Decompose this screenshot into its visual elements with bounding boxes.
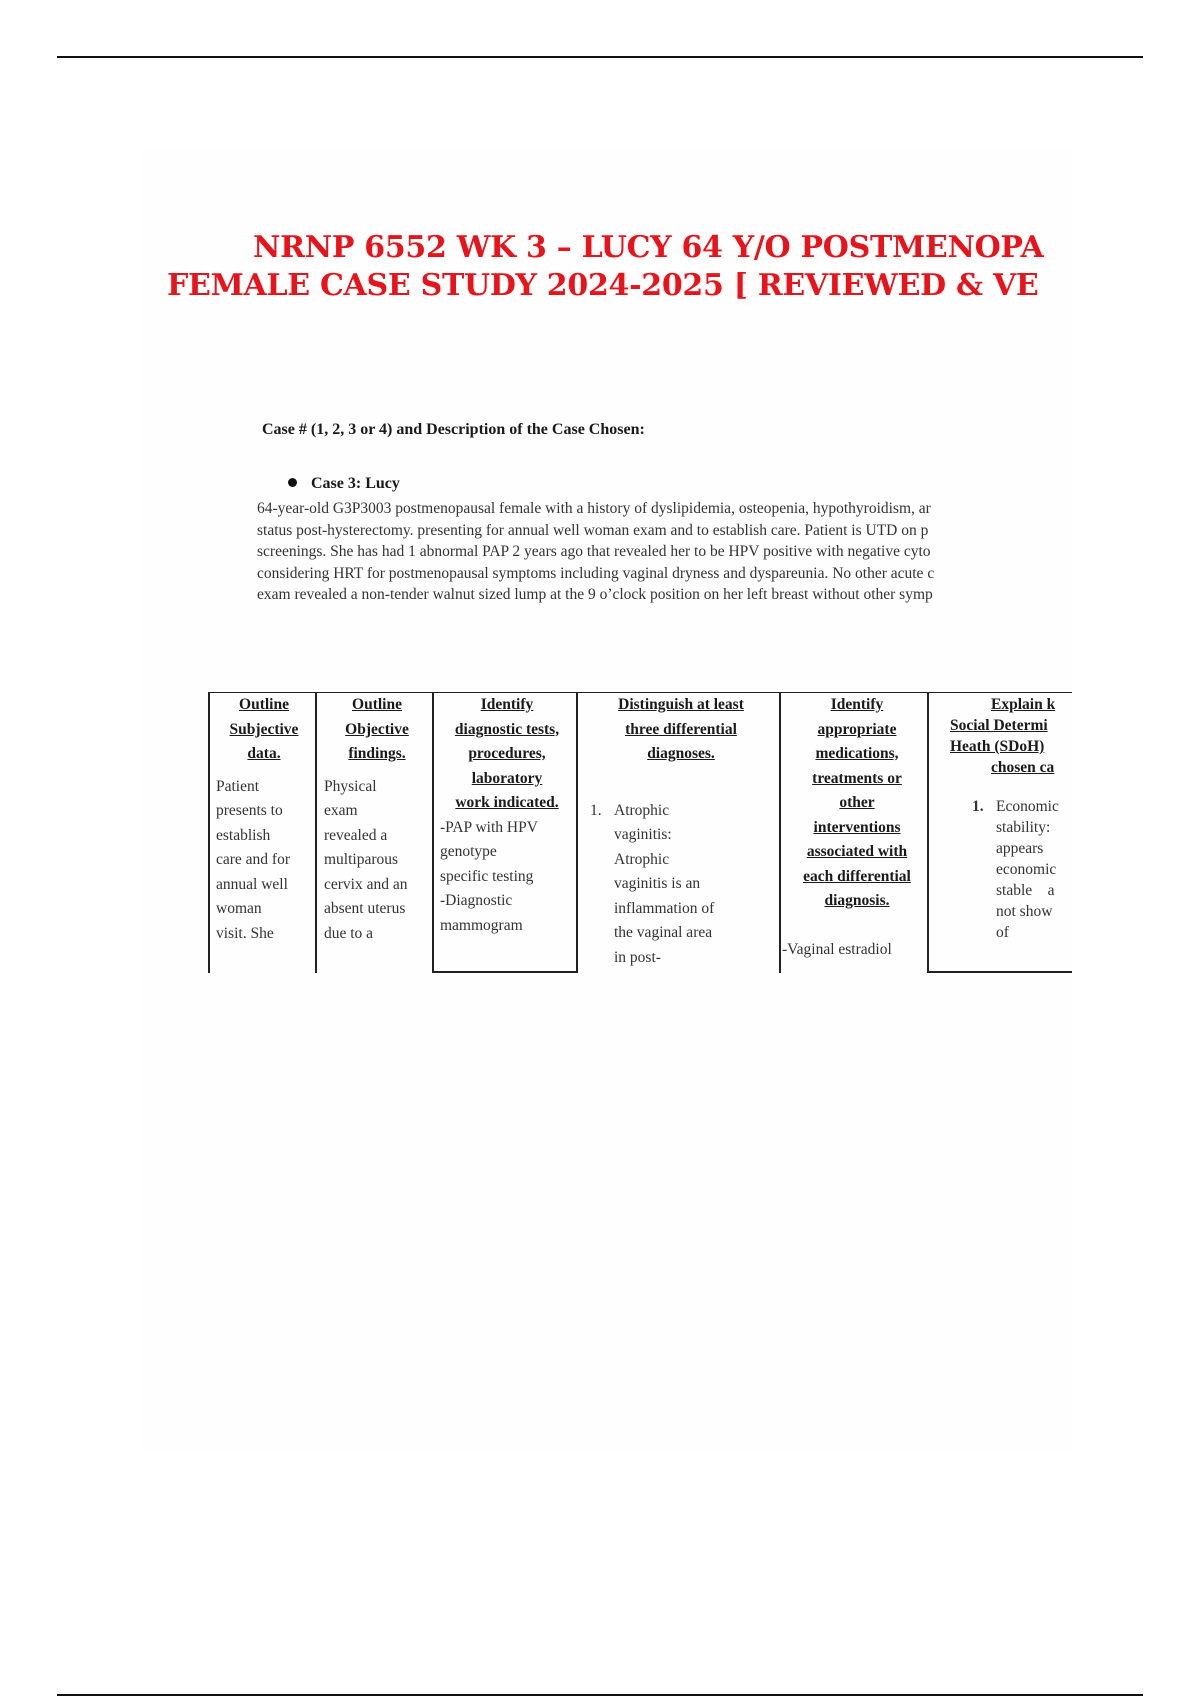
cell-line: not show [996, 903, 1053, 920]
cell-line: vaginitis is an [614, 875, 701, 892]
column-header: treatments or [812, 769, 902, 787]
cell-line: Economic [996, 798, 1059, 815]
table-column-objective [324, 693, 430, 973]
cell-line: Atrophic [614, 850, 670, 868]
cell-line: stable a [996, 882, 1055, 899]
column-header: chosen ca [991, 759, 1055, 776]
column-header: Subjective [229, 720, 299, 738]
cell-line: specific testing [440, 867, 534, 885]
column-header: diagnosis. [824, 892, 890, 909]
table-column-subjective [216, 693, 312, 973]
table-column-sdoh [936, 693, 1072, 973]
column-header: data. [247, 745, 281, 762]
column-header: Identify [830, 696, 884, 713]
column-header: diagnoses. [647, 745, 715, 762]
bullet-icon [288, 478, 297, 487]
cell-line: -Diagnostic [440, 892, 513, 909]
list-number: 1. [972, 798, 984, 815]
bottom-rule [57, 1694, 1143, 1696]
case-description-line: exam revealed a non-tender walnut sized lump at the 9 o’clock position on her left breast without other symp [257, 586, 933, 603]
cell-line: exam [324, 802, 358, 819]
table-column-diagnostic [440, 693, 574, 973]
cell-line: due to a [324, 924, 374, 942]
column-header: Heath (SDoH) [950, 738, 1045, 755]
column-header: Identify [480, 696, 534, 713]
cell-line: economic [996, 861, 1057, 878]
column-header: three differential [625, 720, 737, 738]
table-border [779, 693, 781, 973]
cell-line: mammogram [440, 916, 523, 934]
column-header: Social Determi [950, 717, 1048, 734]
column-header: Outline [352, 696, 402, 713]
cell-line: -PAP with HPV [440, 818, 538, 836]
table-border [208, 693, 210, 973]
table-column-medications [782, 693, 926, 973]
document-title-line-2: FEMALE CASE STUDY 2024-2025 [ REVIEWED & VE [167, 268, 1039, 303]
cell-line: vaginitis: [614, 826, 672, 843]
case-table [208, 692, 1072, 973]
column-header: laboratory [471, 769, 543, 787]
case-description [257, 498, 934, 606]
document-title-line-1: NRNP 6552 WK 3 – LUCY 64 Y/O POSTMENOPA [253, 230, 1044, 265]
cell-line: in post- [614, 948, 661, 966]
cell-line: annual well [216, 875, 288, 893]
document-page [140, 150, 1072, 1450]
table-border [432, 693, 434, 973]
cell-line: Atrophic [614, 801, 670, 819]
column-header: Distinguish at least [618, 696, 744, 713]
case-description-line: 64-year-old G3P3003 postmenopausal female with a history of dyslipidemia, osteopenia, hypothyroidism, ar [257, 500, 931, 517]
column-header: Objective [345, 720, 409, 738]
cell-line: Physical [324, 777, 377, 795]
column-header: Outline [239, 696, 289, 713]
case-description-line: considering HRT for postmenopausal symptoms including vaginal dryness and dyspareunia. No other acute c [257, 564, 935, 582]
column-header: interventions [813, 818, 901, 836]
cell-line: visit. She [216, 924, 274, 942]
case-description-line: status post-hysterectomy. presenting for annual well woman exam and to establish care. Patient is UTD on p [257, 521, 929, 539]
cell-line: appears [996, 840, 1044, 857]
column-header: Explain k [991, 696, 1056, 713]
column-header: procedures, [468, 745, 546, 762]
cell-line: multiparous [324, 851, 399, 868]
column-header: work indicated. [455, 794, 559, 811]
table-border [315, 693, 317, 973]
case-bullet [288, 475, 400, 493]
column-header: each differential [803, 867, 911, 885]
table-column-differential [586, 693, 776, 973]
table-border [927, 693, 929, 973]
cell-line: inflammation of [614, 899, 715, 917]
column-header: associated with [806, 843, 908, 860]
column-header: medications, [815, 745, 899, 762]
cell-line: woman [216, 900, 262, 917]
cell-line: cervix and an [324, 875, 408, 893]
cell-line: of [996, 924, 1009, 941]
cell-line: Patient [216, 777, 260, 795]
cell-line: revealed a [324, 826, 388, 844]
case-heading: Case # (1, 2, 3 or 4) and Description of the Case Chosen: [262, 421, 645, 438]
cell-line: genotype [440, 843, 497, 860]
cell-line: -Vaginal estradiol [782, 940, 892, 958]
cell-line: care and for [216, 851, 291, 868]
cell-line: the vaginal area [614, 924, 713, 941]
case-description-line: screenings. She has had 1 abnormal PAP 2 years ago that revealed her to be HPV positive with negative cyto [257, 543, 931, 560]
table-border [576, 693, 578, 973]
case-bullet-label: Case 3: Lucy [311, 475, 400, 492]
cell-line: establish [216, 826, 271, 844]
list-number: 1. [590, 801, 602, 819]
column-header: findings. [348, 745, 406, 762]
cell-line: absent uterus [324, 900, 406, 917]
top-rule [57, 56, 1143, 58]
cell-line: presents to [216, 802, 283, 819]
column-header: appropriate [817, 720, 897, 738]
cell-line: stability: [996, 819, 1051, 836]
column-header: other [839, 794, 875, 811]
column-header: diagnostic tests, [454, 720, 560, 738]
